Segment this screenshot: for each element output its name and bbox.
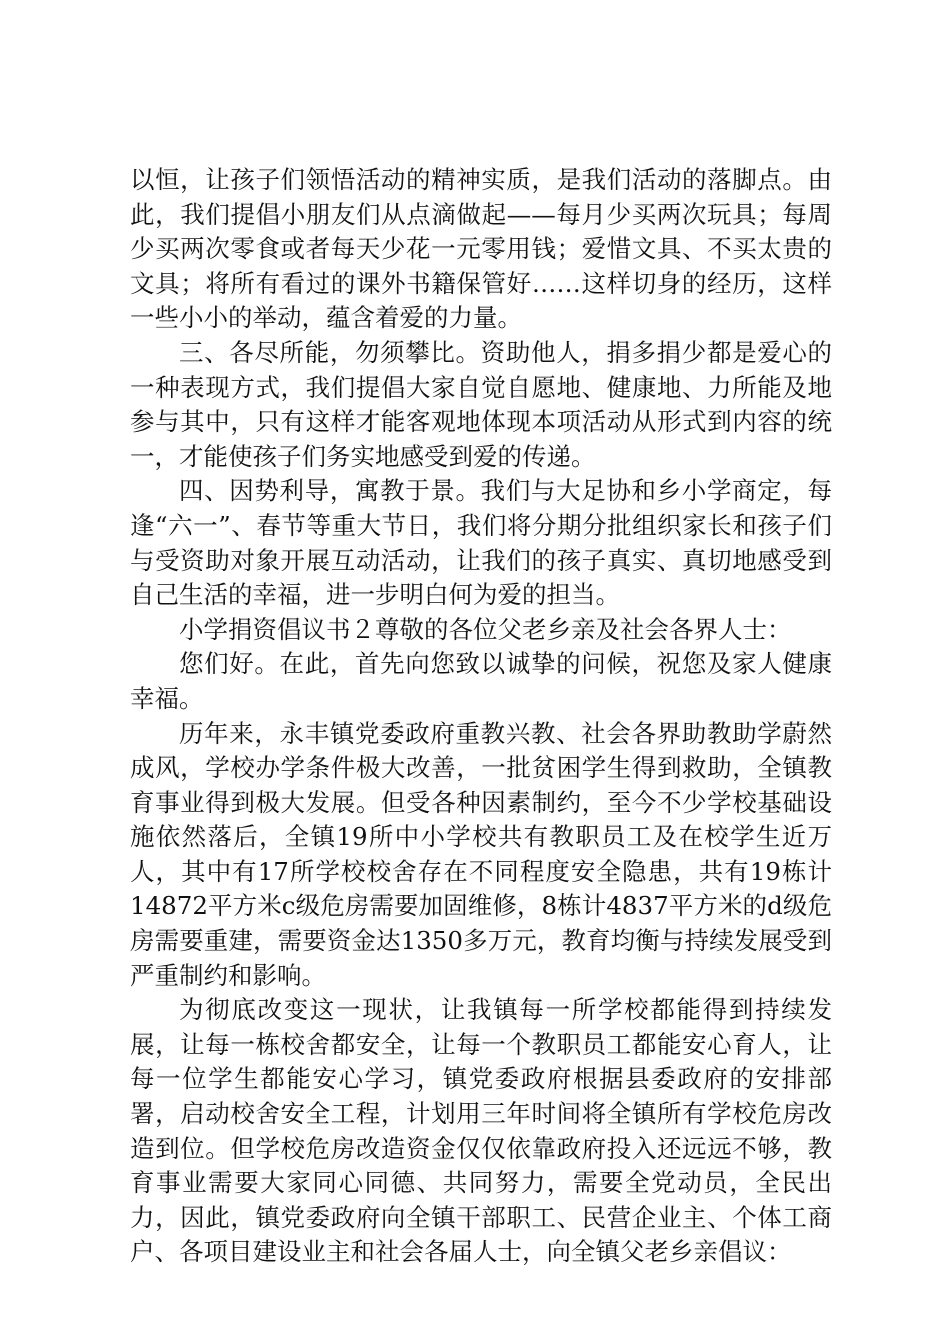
document-body bbox=[130, 163, 832, 1270]
paragraph-point-four: 四、因势利导，寓教于景。我们与大足协和乡小学商定，每逢“六一”、春节等重大节日，我们将分期分批组织家长和孩子们与受资助对象开展互动活动，让我们的孩子真实、真切地感受到自己生活的幸福，进一步明白何为爱的担当。 bbox=[130, 476, 832, 610]
paragraph-background: 历年来，永丰镇党委政府重教兴教、社会各界助教助学蔚然成风，学校办学条件极大改善，一批贫困学生得到救助，全镇教育事业得到极大发展。但受各种因素制约，至今不少学校基础设施依然落后，全镇19所中小学校共有教职员工及在校学生近万人，其中有17所学校校舍存在不同程度安全隐患，共有19栋计14872平方米c级危房需要加固维修，8栋计4837平方米的d级危房需要重建，需要资金达1350多万元，教育均衡与持续发展受到严重制约和影响。 bbox=[130, 718, 832, 990]
paragraph-salutation: 您们好。在此，首先向您致以诚挚的问候，祝您及家人健康幸福。 bbox=[130, 649, 832, 713]
paragraph-continuation: 以恒，让孩子们领悟活动的精神实质，是我们活动的落脚点。由此，我们提倡小朋友们从点滴做起——每月少买两次玩具；每周少买两次零食或者每天少花一元零用钱；爱惜文具、不买太贵的文具；将所有看过的课外书籍保管好……这样切身的经历，这样一些小小的举动，蕴含着爱的力量。 bbox=[130, 165, 832, 333]
paragraph-title-greeting: 小学捐资倡议书２尊敬的各位父老乡亲及社会各界人士： bbox=[179, 614, 792, 644]
paragraph-initiative: 为彻底改变这一现状，让我镇每一所学校都能得到持续发展，让每一栋校舍都安全，让每一个教职员工都能安心育人，让每一位学生都能安心学习，镇党委政府根据县委政府的安排部署，启动校舍安全工程，计划用三年时间将全镇所有学校危房改造到位。但学校危房改造资金仅仅依靠政府投入还远远不够，教育事业需要大家同心同德、共同努力，需要全党动员，全民出力，因此，镇党委政府向全镇干部职工、民营企业主、个体工商户、各项目建设业主和社会各届人士，向全镇父老乡亲倡议： bbox=[130, 995, 832, 1267]
paragraph-point-three: 三、各尽所能，勿须攀比。资助他人，捐多捐少都是爱心的一种表现方式，我们提倡大家自觉自愿地、健康地、力所能及地参与其中，只有这样才能客观地体现本项活动从形式到内容的统一，才能使孩子们务实地感受到爱的传递。 bbox=[130, 337, 832, 471]
